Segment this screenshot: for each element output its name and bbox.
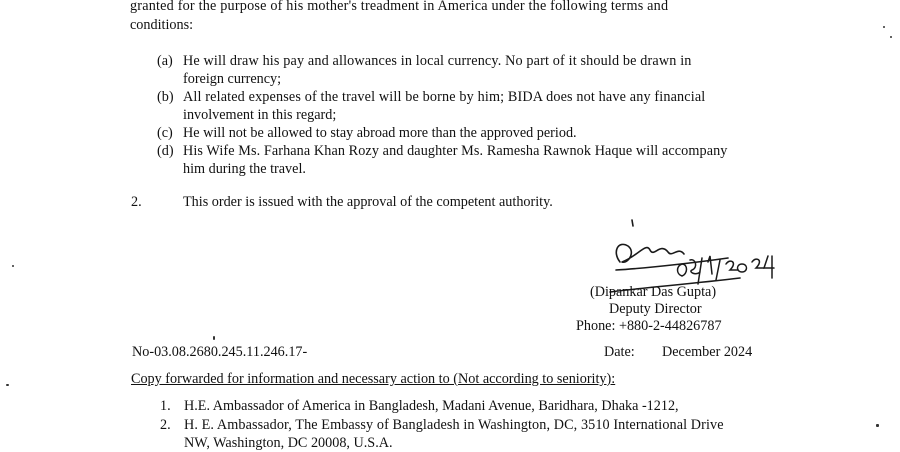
- condition-c-marker: (c): [157, 125, 173, 141]
- para-2-number: 2.: [131, 194, 142, 210]
- recipient-1-number: 1.: [160, 398, 171, 414]
- condition-d-line-1: His Wife Ms. Farhana Khan Rozy and daughter Ms. Ramesha Rawnok Haque will accompany: [183, 143, 728, 159]
- condition-a-marker: (a): [157, 53, 173, 69]
- condition-a-line-1: He will draw his pay and allowances in local currency. No part of it should be drawn in: [183, 53, 692, 69]
- scan-speck: [213, 336, 215, 340]
- handwritten-signature: [550, 212, 790, 292]
- para-2-text: This order is issued with the approval of the competent authority.: [183, 194, 553, 210]
- scan-speck: [6, 384, 9, 386]
- signatory-phone: Phone: +880-2-44826787: [576, 318, 722, 334]
- scan-speck: [890, 36, 892, 38]
- condition-b-line-1: All related expenses of the travel will be borne by him; BIDA does not have any financial: [183, 89, 706, 105]
- condition-c-line-1: He will not be allowed to stay abroad more than the approved period.: [183, 125, 577, 141]
- date-label: Date:: [604, 344, 635, 360]
- condition-d-marker: (d): [157, 143, 174, 159]
- condition-d-line-2: him during the travel.: [183, 161, 306, 177]
- scan-speck: [12, 265, 14, 267]
- condition-b-marker: (b): [157, 89, 174, 105]
- recipient-2-line-2: NW, Washington, DC 20008, U.S.A.: [184, 435, 393, 451]
- intro-line-1: granted for the purpose of his mother's treadment in America under the following terms and: [130, 0, 669, 14]
- reference-number: No-03.08.2680.245.11.246.17-: [132, 344, 308, 360]
- date-value: December 2024: [662, 344, 753, 360]
- condition-a-line-2: foreign currency;: [183, 71, 282, 87]
- scan-speck: [883, 26, 885, 28]
- signatory-title: Deputy Director: [609, 301, 702, 317]
- recipient-2-line-1: H. E. Ambassador, The Embassy of Bangladesh in Washington, DC, 3510 International Drive: [184, 417, 724, 433]
- condition-b-line-2: involvement in this regard;: [183, 107, 337, 123]
- signatory-name: (Dipankar Das Gupta): [590, 284, 717, 300]
- recipient-2-number: 2.: [160, 417, 171, 433]
- copy-heading: Copy forwarded for information and necessary action to (Not according to seniority):: [131, 371, 616, 387]
- recipient-1-line-1: H.E. Ambassador of America in Bangladesh, Madani Avenue, Baridhara, Dhaka -1212,: [184, 398, 679, 414]
- scan-speck: [876, 424, 879, 427]
- intro-line-2: conditions:: [130, 17, 194, 33]
